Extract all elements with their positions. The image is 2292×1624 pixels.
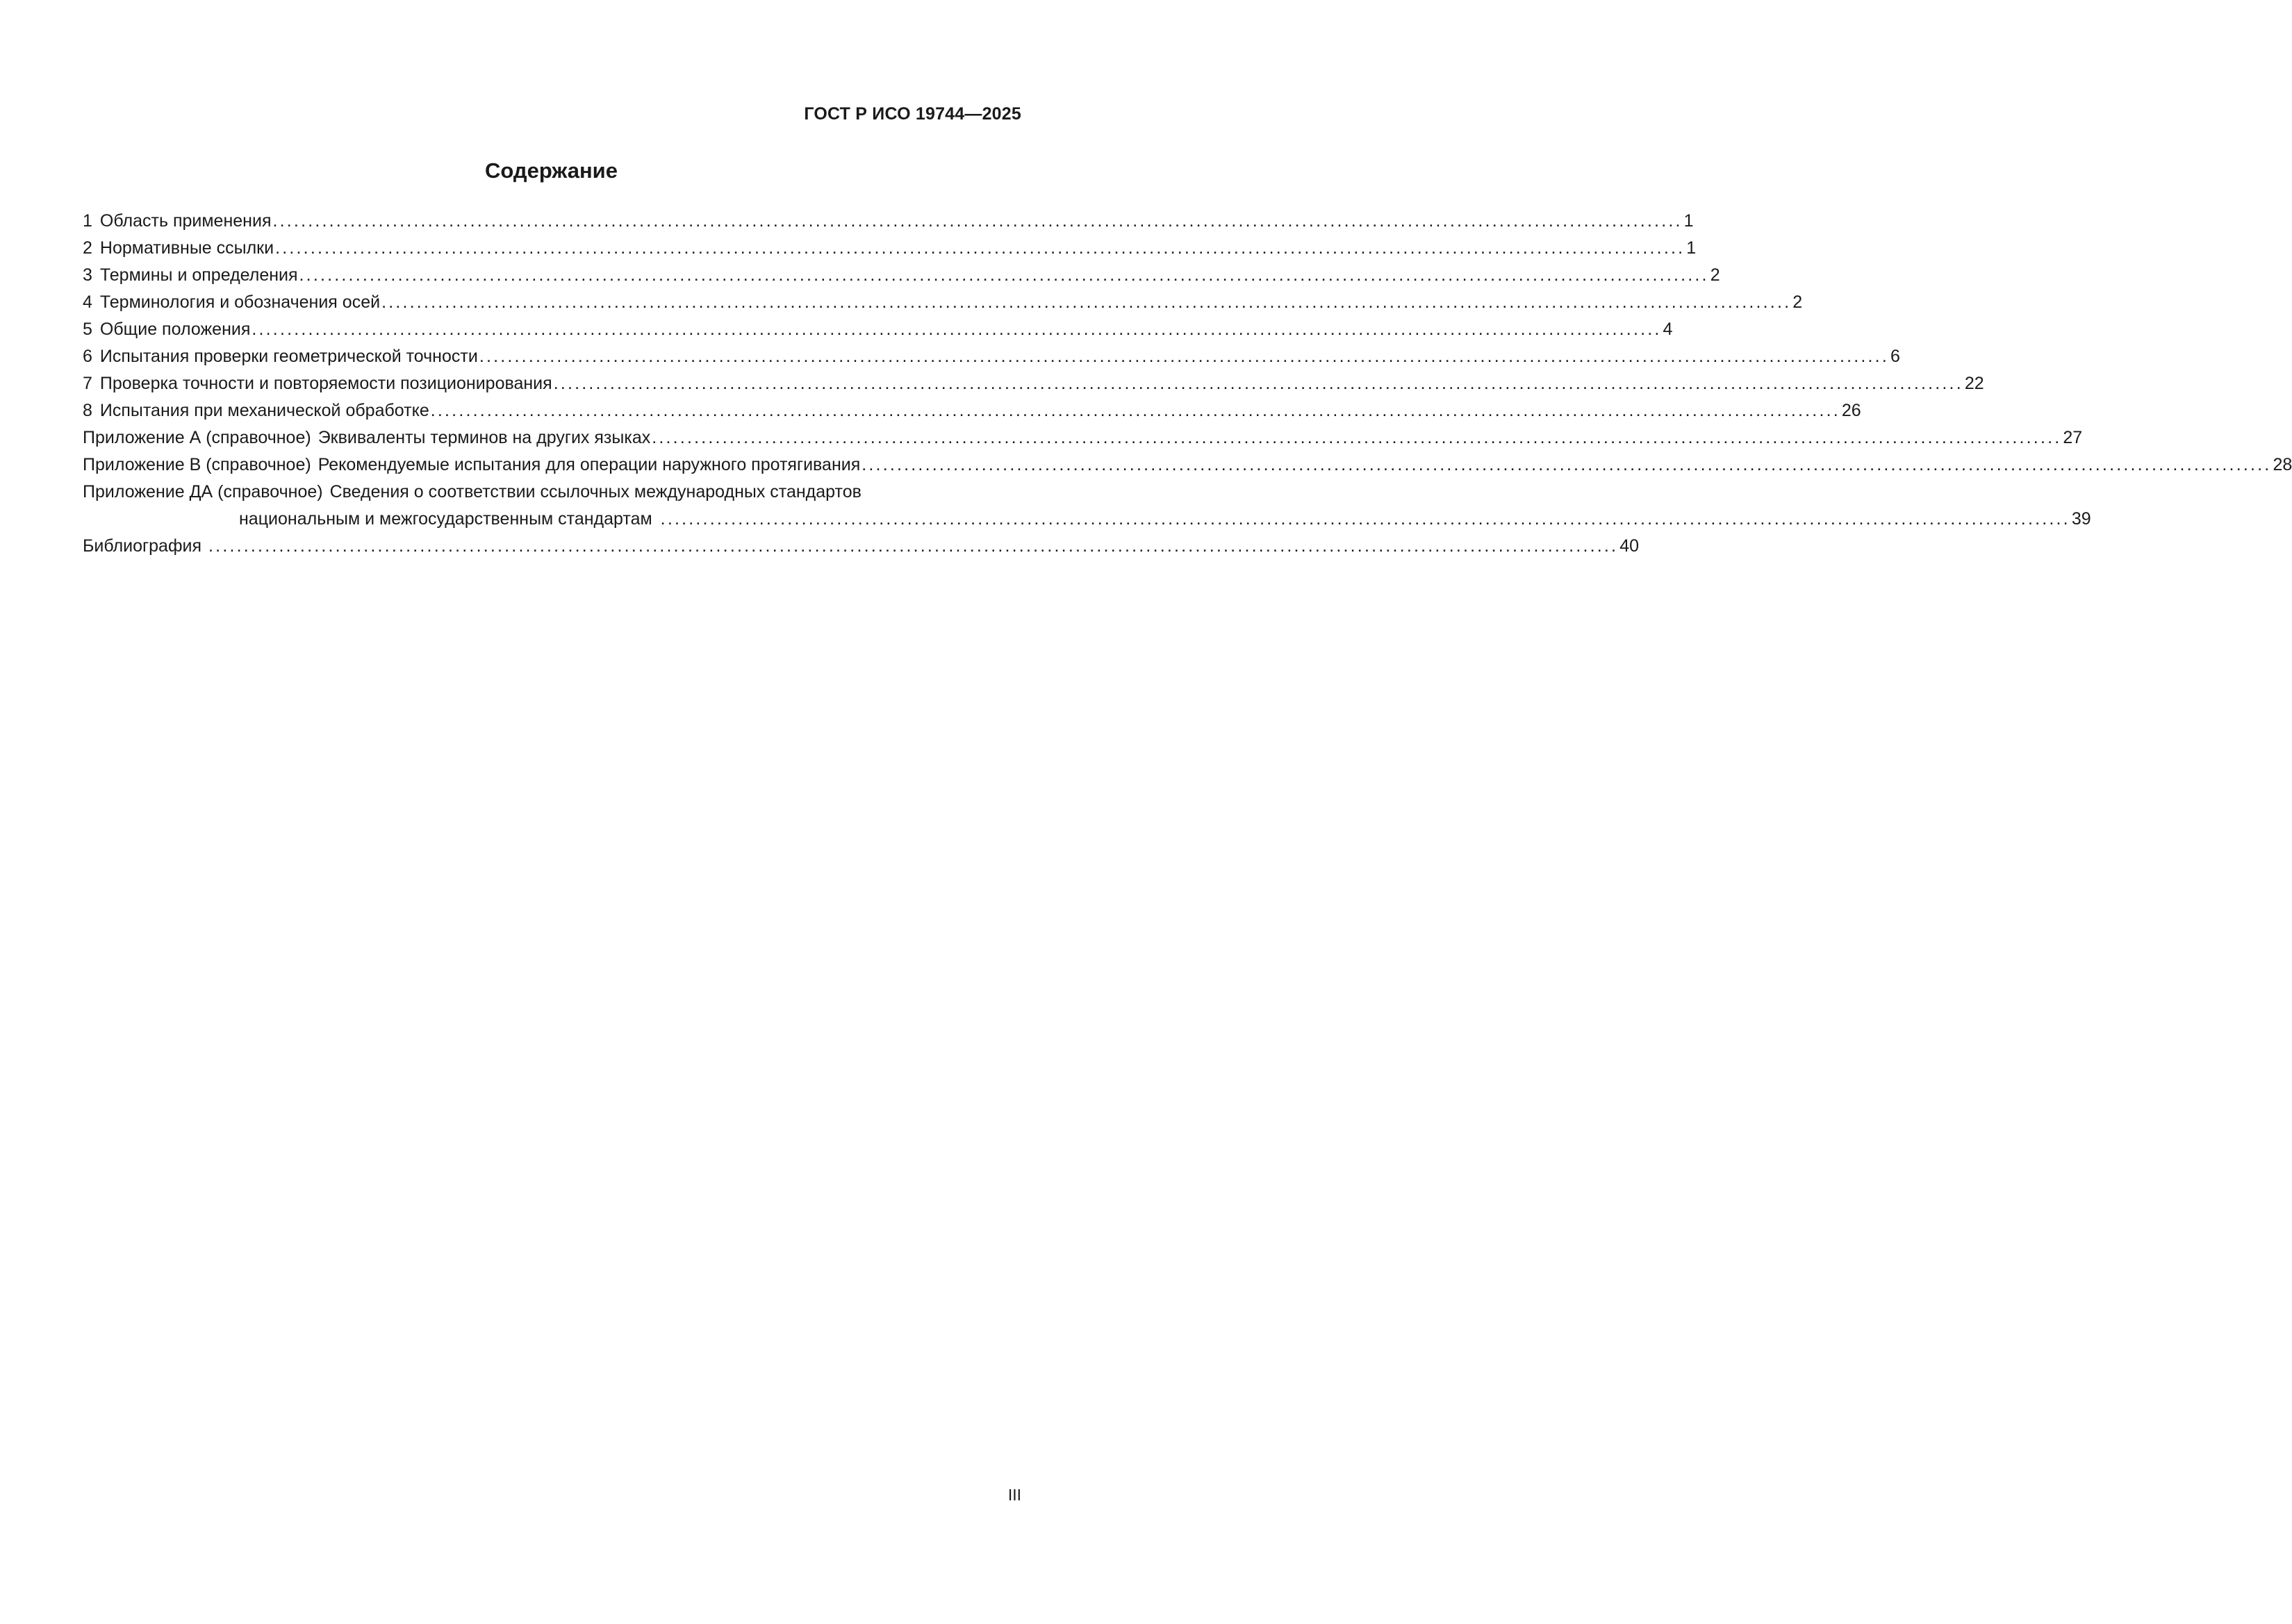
toc-appendix-label-continued: национальным и межгосударственным стандартам [239,509,652,529]
toc-entry[interactable] [83,208,1694,235]
toc-entry[interactable] [83,370,1984,397]
toc-appendix-da-continuation[interactable] [83,506,2091,533]
toc-entry-number: 2 [83,238,92,258]
toc-appendix-prefix: Приложение В (справочное) [83,455,311,474]
toc-appendix-prefix: Приложение А (справочное) [83,428,311,447]
toc-dot-leader: ........................................................................................................................................................................................................ [861,455,2272,474]
toc-dot-leader: ........................................................................................................................................................................................................ [252,320,1662,339]
toc-entry-label: Испытания при механической обработке [99,401,429,420]
toc-entry-label: Проверка точности и повторяемости позиционирования [99,374,552,393]
toc-entry-number: 6 [83,347,92,366]
toc-entry-page: 26 [1841,401,1861,420]
toc-entry-number: 8 [83,401,92,420]
toc-entry-page: 22 [1964,374,1984,393]
toc-appendix-a[interactable] [83,424,2083,451]
toc-entry-label: Термины и определения [99,265,298,285]
toc-dot-leader: ........................................................................................................................................................................................................ [381,292,1792,312]
toc-entry[interactable] [83,316,1673,343]
toc-dot-leader: ........................................................................................................................................................................................................ [299,265,1709,285]
toc-dot-leader: ........................................................................................................................................................................................................ [208,536,1619,556]
toc-dot-leader: ........................................................................................................................................................................................................ [430,401,1840,420]
toc-entry[interactable] [83,397,1861,424]
toc-appendix-label: Рекомендуемые испытания для операции наружного протягивания [318,455,861,474]
toc-bibliography[interactable] [83,533,1640,560]
page-number: III [1007,1486,1021,1504]
toc-entry-page: 28 [2273,455,2292,474]
toc-entry-page: 4 [1663,320,1673,339]
toc-entry-label: Нормативные ссылки [99,238,274,258]
table-of-contents [83,208,2292,560]
toc-entry[interactable] [83,289,1803,316]
toc-entry-number: 5 [83,320,92,339]
toc-dot-leader: ........................................................................................................................................................................................................ [660,509,2070,529]
toc-entry-page: 1 [1683,211,1694,231]
toc-entry-label: Общие положения [99,320,251,339]
toc-appendix-prefix: Приложение ДА (справочное) [83,482,323,502]
toc-entry-page: 40 [1619,536,1640,556]
toc-entry-label: Терминология и обозначения осей [99,292,381,312]
toc-entry-number: 3 [83,265,92,285]
toc-bibliography-label: Библиография [83,536,202,556]
toc-appendix-da[interactable] [83,479,1023,506]
toc-entry-number: 7 [83,374,92,393]
document-code: ГОСТ Р ИСО 19744—2025 [804,104,1021,124]
toc-dot-leader: ........................................................................................................................................................................................................ [553,374,1963,393]
toc-entry[interactable] [83,235,1697,262]
toc-dot-leader: ........................................................................................................................................................................................................ [479,347,1889,366]
toc-appendix-label: Эквиваленты терминов на других языках [318,428,651,447]
toc-title: Содержание [485,158,618,183]
toc-dot-leader: ........................................................................................................................................................................................................ [275,238,1685,258]
toc-appendix-b[interactable] [83,451,2292,479]
toc-entry[interactable] [83,262,1720,289]
toc-entry-number: 4 [83,292,92,312]
toc-entry-label: Испытания проверки геометрической точности [99,347,478,366]
toc-entry-page: 1 [1686,238,1697,258]
toc-entry-page: 27 [2063,428,2083,447]
toc-entry-page: 2 [1710,265,1720,285]
toc-entry-label: Область применения [99,211,272,231]
toc-dot-leader: ........................................................................................................................................................................................................ [652,428,2062,447]
toc-entry[interactable] [83,343,1900,370]
toc-entry-page: 2 [1792,292,1803,312]
toc-entry-number: 1 [83,211,92,231]
toc-dot-leader: ........................................................................................................................................................................................................ [272,211,1683,231]
toc-appendix-label: Сведения о соответствии ссылочных международных стандартов [329,482,861,502]
toc-entry-page: 6 [1890,347,1900,366]
toc-entry-page: 39 [2071,509,2091,529]
